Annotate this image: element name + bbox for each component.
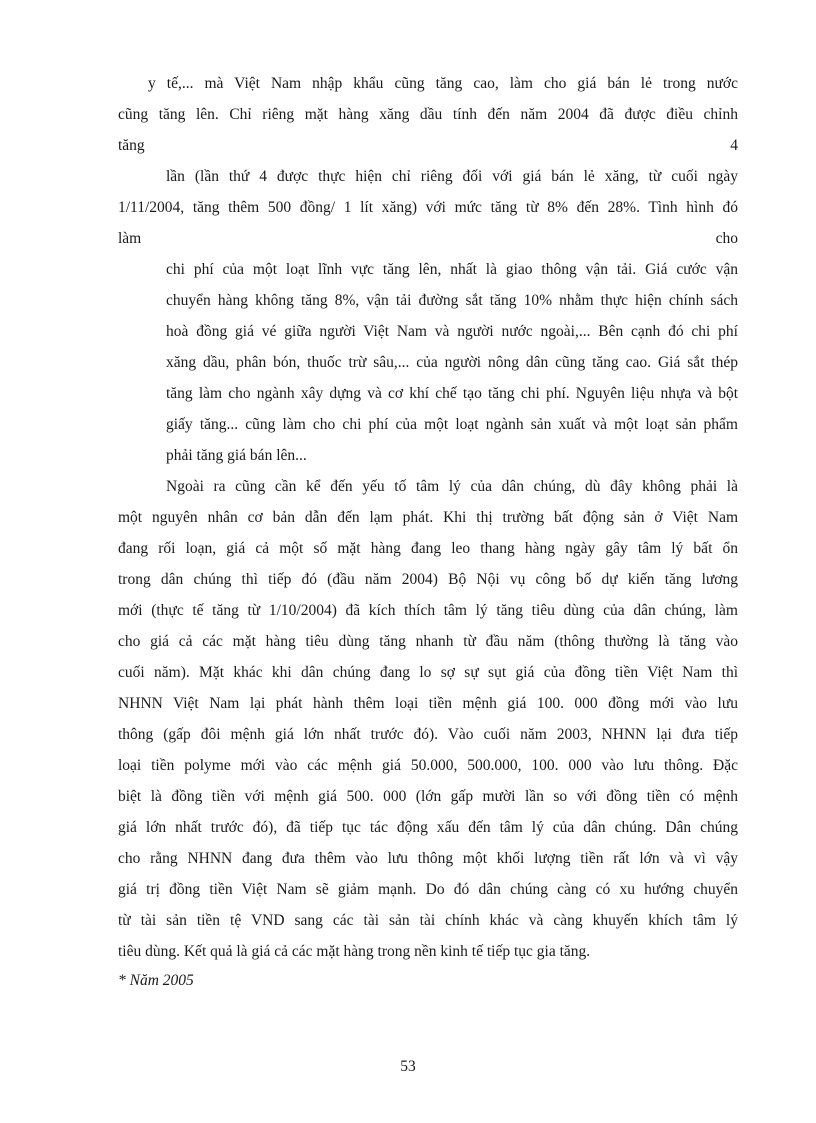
paragraph-1-line-13: phải tăng giá bán lên...: [166, 447, 307, 464]
paragraph-1-line-6-right: cho: [715, 230, 738, 247]
paragraph-2-line-8: NHNN Việt Nam lại phát hành thêm loại tiền mệnh giá 100. 000 đồng mới vào lưu: [118, 695, 738, 712]
paragraph-1-line-5: 1/11/2004, tăng thêm 500 đồng/ 1 lít xăng) với mức tăng từ 8% đến 28%. Tình hình đó: [118, 199, 738, 216]
paragraph-1-line-6-left: làm: [118, 230, 142, 247]
paragraph-2-line-7: cuối năm). Mặt khác khi dân chúng đang lo sợ sự sụt giá của đồng tiền Việt Nam thì: [118, 664, 738, 681]
paragraph-2-line-14: giá trị đồng tiền Việt Nam sẽ giảm mạnh. Do đó dân chúng càng có xu hướng chuyển: [118, 881, 738, 898]
paragraph-2-line-10: loại tiền polyme mới vào các mệnh giá 50.000, 500.000, 100. 000 vào lưu thông. Đặc: [118, 757, 738, 774]
paragraph-1-line-3: [118, 136, 738, 156]
paragraph-1-line-2: cũng tăng lên. Chỉ riêng mặt hàng xăng dầu tính đến năm 2004 đã được điều chỉnh: [118, 106, 738, 123]
paragraph-2-line-13: cho rằng NHNN đang đưa thêm vào lưu thông một khối lượng tiền rất lớn và vì vậy: [118, 850, 738, 867]
paragraph-2-line-5: mới (thực tế tăng từ 1/10/2004) đã kích thích tâm lý tăng tiêu dùng của dân chúng, làm: [118, 602, 738, 619]
paragraph-2-line-9: thông (gấp đôi mệnh giá lớn nhất trước đó). Vào cuối năm 2003, NHNN lại đưa tiếp: [118, 726, 738, 743]
paragraph-1-line-10: xăng dầu, phân bón, thuốc trừ sâu,... của người nông dân cũng tăng cao. Giá sắt thép: [166, 354, 738, 371]
paragraph-1-line-9: hoà đồng giá vé giữa người Việt Nam và người nước ngoài,... Bên cạnh đó chi phí: [166, 323, 738, 340]
paragraph-1-line-8: chuyển hàng không tăng 8%, vận tải đường sắt tăng 10% nhằm thực hiện chính sách: [166, 292, 738, 309]
paragraph-2-line-15: từ tài sản tiền tệ VND sang các tài sản tài chính khác và càng khuyến khích tâm lý: [118, 912, 738, 929]
paragraph-2-line-11: biệt là đồng tiền với mệnh giá 500. 000 (lớn gấp mười lần so với đồng tiền có mệnh: [118, 788, 738, 805]
paragraph-1-line-4: lần (lần thứ 4 được thực hiện chỉ riêng đối với giá bán lẻ xăng, từ cuối ngày: [166, 168, 738, 185]
paragraph-1-line-12: giấy tăng... cũng làm cho chi phí của một loạt ngành sản xuất và một loạt sản phẩm: [166, 416, 738, 433]
page-number: 53: [400, 1058, 416, 1075]
paragraph-1-line-3-right: 4: [730, 137, 738, 154]
paragraph-1-line-6: [118, 229, 738, 249]
paragraph-1-line-1: y tế,... mà Việt Nam nhập khẩu cũng tăng cao, làm cho giá bán lẻ trong nước: [148, 75, 738, 92]
paragraph-1-line-7: chi phí của một loạt lĩnh vực tăng lên, nhất là giao thông vận tải. Giá cước vận: [166, 261, 738, 278]
paragraph-2-line-12: giá lớn nhất trước đó), đã tiếp tục tác động xấu đến tâm lý của dân chúng. Dân chúng: [118, 819, 738, 836]
paragraph-1-line-3-left: tăng: [118, 137, 145, 154]
paragraph-2-line-6: cho giá cả các mặt hàng tiêu dùng tăng nhanh từ đầu năm (thông thường là tăng vào: [118, 633, 738, 650]
paragraph-2-line-3: đang rối loạn, giá cả một số mặt hàng đang leo thang hàng ngày gây tâm lý bất ổn: [118, 540, 738, 557]
paragraph-2-line-2: một nguyên nhân cơ bản dẫn đến lạm phát. Khi thị trường bất động sản ở Việt Nam: [118, 509, 738, 526]
paragraph-2-line-16: tiêu dùng. Kết quả là giá cả các mặt hàng trong nền kinh tế tiếp tục gia tăng.: [118, 943, 591, 960]
paragraph-1-line-11: tăng làm cho ngành xây dựng và cơ khí chế tạo tăng chi phí. Nguyên liệu nhựa và bột: [166, 385, 738, 402]
paragraph-2-line-4: trong dân chúng thì tiếp đó (đầu năm 2004) Bộ Nội vụ công bố dự kiến tăng lương: [118, 571, 738, 588]
paragraph-2-line-1: Ngoài ra cũng cần kể đến yếu tố tâm lý của dân chúng, dù đây không phải là: [166, 478, 738, 495]
section-heading: * Năm 2005: [118, 972, 194, 989]
